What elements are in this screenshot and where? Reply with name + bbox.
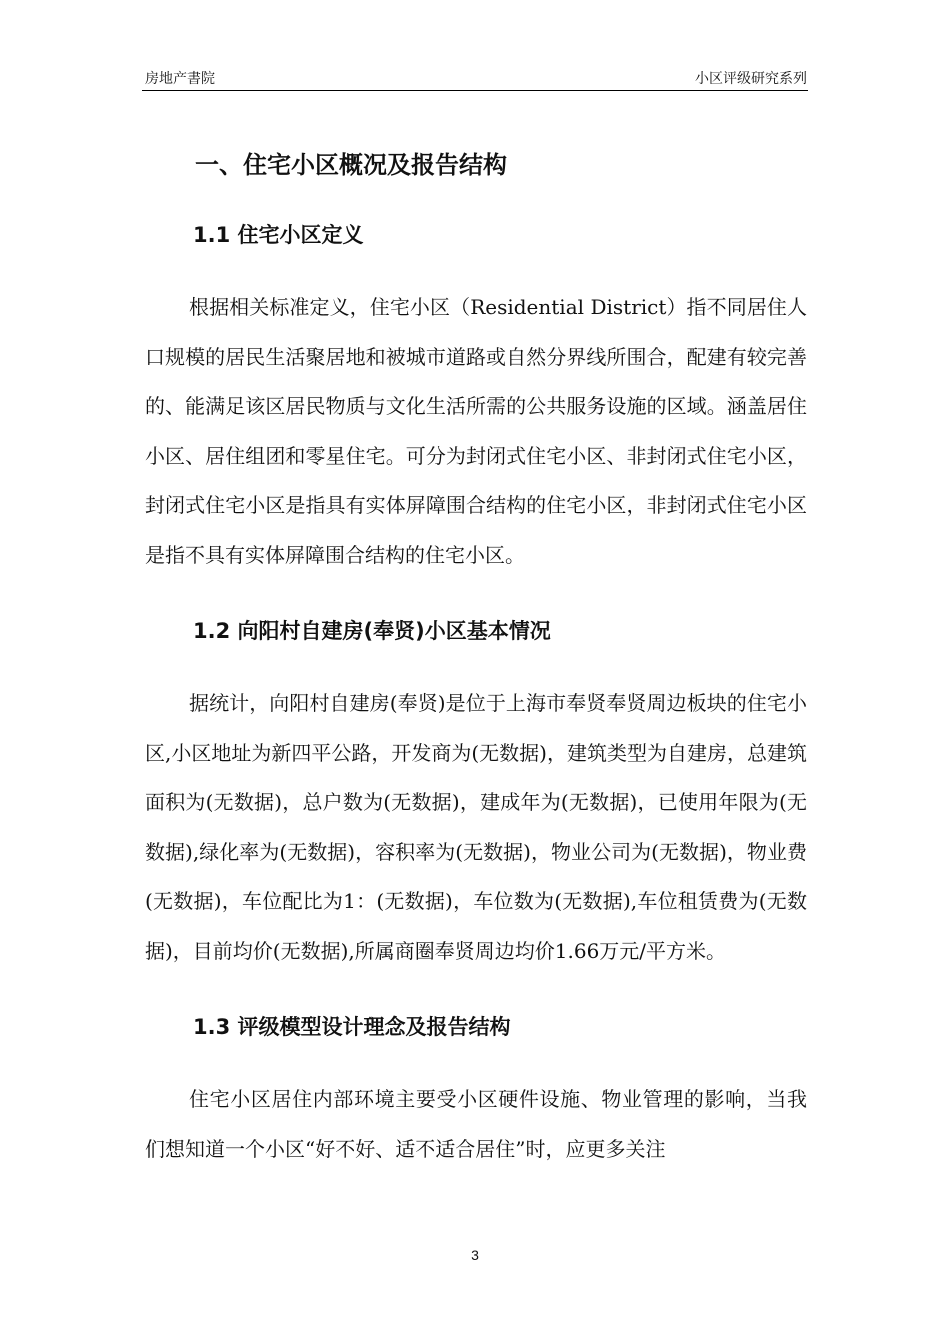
heading-1-3: 1.3 评级模型设计理念及报告结构 — [193, 1015, 511, 1039]
paragraph-1-3: 住宅小区居住内部环境主要受小区硬件设施、物业管理的影响，当我们想知道一个小区“好不好、适不适合居住”时，应更多关注 — [145, 1087, 807, 1161]
paragraph-1-2: 据统计，向阳村自建房(奉贤)是位于上海市奉贤奉贤周边板块的住宅小区,小区地址为新四平公路，开发商为(无数据)，建筑类型为自建房，总建筑面积为(无数据)，总户数为(无数据)，建成年为(无数据)，已使用年限为(无数据),绿化率为(无数据)，容积率为(无数据)，物业公司为(无数据)，物业费(无数据)，车位配比为1：(无数据)，车位数为(无数据),车位租赁费为(无数据)，目前均价(无数据),所属商圈奉贤周边均价1.66万元/平方米。 — [145, 691, 807, 963]
page-header — [145, 66, 807, 90]
section-title: 一、住宅小区概况及报告结构 — [195, 151, 507, 179]
heading-1-2: 1.2 向阳村自建房(奉贤)小区基本情况 — [193, 619, 551, 643]
header-publisher: 房地产書院 — [145, 70, 215, 86]
page-number: 3 — [471, 1247, 479, 1263]
header-series-title: 小区评级研究系列 — [695, 70, 807, 86]
header-divider — [142, 90, 808, 91]
page-body — [145, 140, 807, 1174]
paragraph-1-1: 根据相关标准定义，住宅小区（Residential District）指不同居住人口规模的居民生活聚居地和被城市道路或自然分界线所围合，配建有较完善的、能满足该区居民物质与文化生活所需的公共服务设施的区域。涵盖居住小区、居住组团和零星住宅。可分为封闭式住宅小区、非封闭式住宅小区，封闭式住宅小区是指具有实体屏障围合结构的住宅小区，非封闭式住宅小区是指不具有实体屏障围合结构的住宅小区。 — [145, 295, 807, 567]
heading-1-1: 1.1 住宅小区定义 — [193, 223, 364, 247]
